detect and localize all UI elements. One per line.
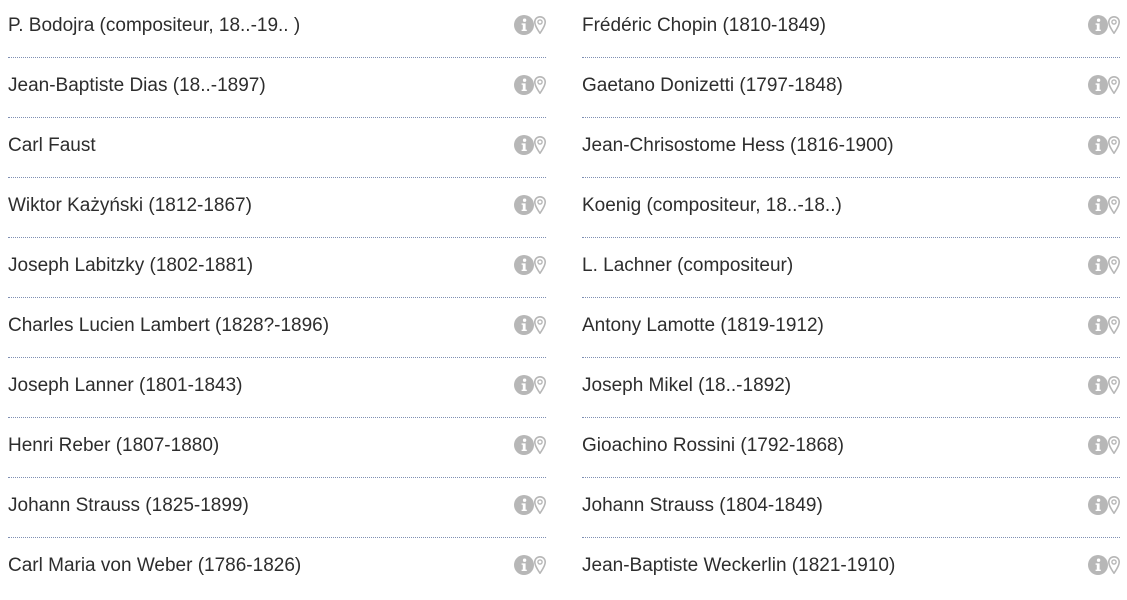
item-actions [514, 73, 546, 97]
info-icon[interactable] [514, 15, 534, 35]
composer-name-link[interactable]: Johann Strauss (1825-1899) [8, 495, 249, 516]
info-icon[interactable] [1088, 75, 1108, 95]
item-actions [1088, 313, 1120, 337]
info-icon[interactable] [514, 135, 534, 155]
map-marker-icon[interactable] [534, 256, 546, 274]
item-actions [1088, 13, 1120, 37]
item-actions [514, 433, 546, 457]
composer-column-left [8, 0, 546, 600]
composer-name-link[interactable]: Jean-Chrisostome Hess (1816-1900) [582, 135, 894, 156]
map-marker-icon[interactable] [1108, 316, 1120, 334]
item-actions [514, 553, 546, 577]
list-item [8, 240, 546, 300]
map-marker-icon[interactable] [534, 16, 546, 34]
map-marker-icon[interactable] [1108, 256, 1120, 274]
map-marker-icon[interactable] [1108, 496, 1120, 514]
info-icon[interactable] [514, 435, 534, 455]
map-marker-icon[interactable] [534, 376, 546, 394]
composer-name-link[interactable]: P. Bodojra (compositeur, 18..-19.. ) [8, 15, 301, 36]
map-marker-icon[interactable] [534, 556, 546, 574]
info-icon[interactable] [1088, 375, 1108, 395]
list-item [582, 300, 1120, 360]
composer-name-link[interactable]: Gioachino Rossini (1792-1868) [582, 435, 844, 456]
composer-name-link[interactable]: Joseph Lanner (1801-1843) [8, 375, 243, 396]
map-marker-icon[interactable] [1108, 556, 1120, 574]
item-actions [514, 493, 546, 517]
map-marker-icon[interactable] [1108, 16, 1120, 34]
item-actions [1088, 373, 1120, 397]
map-marker-icon[interactable] [534, 196, 546, 214]
item-actions [514, 313, 546, 337]
composer-name-link[interactable]: Wiktor Każyński (1812-1867) [8, 195, 252, 216]
list-item [8, 360, 546, 420]
map-marker-icon[interactable] [534, 76, 546, 94]
map-marker-icon[interactable] [1108, 196, 1120, 214]
item-actions [1088, 493, 1120, 517]
map-marker-icon[interactable] [1108, 376, 1120, 394]
composer-name-link[interactable]: Charles Lucien Lambert (1828?-1896) [8, 315, 330, 336]
map-marker-icon[interactable] [534, 316, 546, 334]
list-item [8, 540, 546, 600]
composer-name-link[interactable]: Joseph Mikel (18..-1892) [582, 375, 792, 396]
info-icon[interactable] [514, 75, 534, 95]
list-item [582, 420, 1120, 480]
list-item [8, 420, 546, 480]
map-marker-icon[interactable] [534, 496, 546, 514]
item-actions [514, 13, 546, 37]
composer-name-link[interactable]: Gaetano Donizetti (1797-1848) [582, 75, 843, 96]
info-icon[interactable] [1088, 555, 1108, 575]
composer-column-right [582, 0, 1120, 600]
info-icon[interactable] [1088, 315, 1108, 335]
item-actions [1088, 553, 1120, 577]
list-item [8, 0, 546, 60]
info-icon[interactable] [1088, 15, 1108, 35]
info-icon[interactable] [514, 195, 534, 215]
map-marker-icon[interactable] [1108, 76, 1120, 94]
item-actions [1088, 433, 1120, 457]
composer-name-link[interactable]: Jean-Baptiste Weckerlin (1821-1910) [582, 555, 896, 576]
list-item [8, 300, 546, 360]
info-icon[interactable] [1088, 435, 1108, 455]
list-item [8, 120, 546, 180]
info-icon[interactable] [514, 555, 534, 575]
item-actions [514, 133, 546, 157]
list-item [8, 480, 546, 540]
composer-name-link[interactable]: L. Lachner (compositeur) [582, 255, 794, 276]
info-icon[interactable] [1088, 195, 1108, 215]
map-marker-icon[interactable] [1108, 136, 1120, 154]
composer-name-link[interactable]: Johann Strauss (1804-1849) [582, 495, 823, 516]
item-actions [1088, 253, 1120, 277]
list-item [582, 0, 1120, 60]
info-icon[interactable] [1088, 135, 1108, 155]
composer-name-link[interactable]: Carl Faust [8, 135, 96, 156]
item-actions [1088, 73, 1120, 97]
map-marker-icon[interactable] [534, 436, 546, 454]
map-marker-icon[interactable] [534, 136, 546, 154]
map-marker-icon[interactable] [1108, 436, 1120, 454]
list-item [582, 180, 1120, 240]
list-item [582, 480, 1120, 540]
composer-name-link[interactable]: Henri Reber (1807-1880) [8, 435, 220, 456]
composer-name-link[interactable]: Koenig (compositeur, 18..-18..) [582, 195, 842, 216]
list-item [582, 540, 1120, 600]
info-icon[interactable] [514, 495, 534, 515]
item-actions [1088, 193, 1120, 217]
info-icon[interactable] [514, 375, 534, 395]
list-item [582, 360, 1120, 420]
composer-name-link[interactable]: Antony Lamotte (1819-1912) [582, 315, 824, 336]
item-actions [514, 193, 546, 217]
item-actions [1088, 133, 1120, 157]
info-icon[interactable] [514, 255, 534, 275]
item-actions [514, 253, 546, 277]
list-item [582, 240, 1120, 300]
info-icon[interactable] [514, 315, 534, 335]
list-item [582, 60, 1120, 120]
info-icon[interactable] [1088, 495, 1108, 515]
composer-name-link[interactable]: Carl Maria von Weber (1786-1826) [8, 555, 302, 576]
list-item [8, 180, 546, 240]
item-actions [514, 373, 546, 397]
info-icon[interactable] [1088, 255, 1108, 275]
composer-name-link[interactable]: Joseph Labitzky (1802-1881) [8, 255, 254, 276]
composer-name-link[interactable]: Jean-Baptiste Dias (18..-1897) [8, 75, 266, 96]
list-item [582, 120, 1120, 180]
list-item [8, 60, 546, 120]
composer-name-link[interactable]: Frédéric Chopin (1810-1849) [582, 15, 826, 36]
